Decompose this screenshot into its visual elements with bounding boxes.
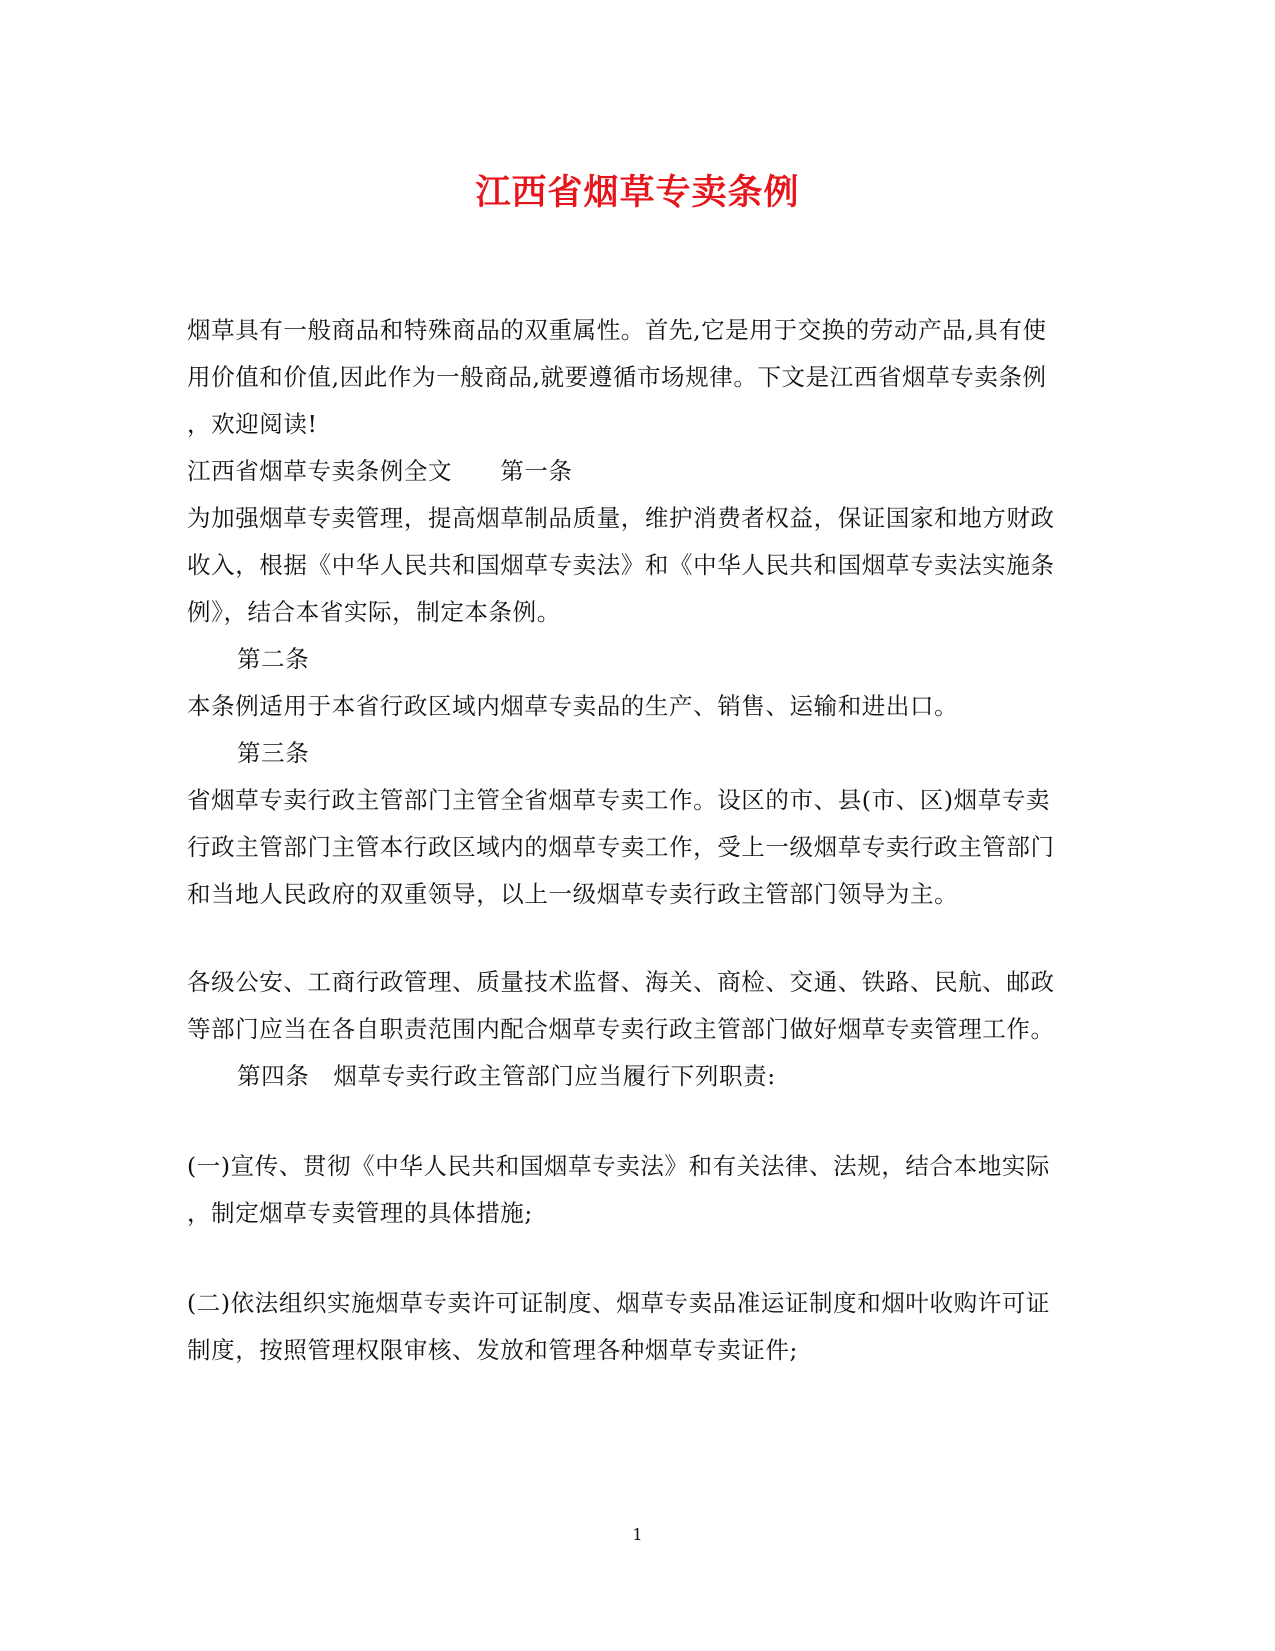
body-line: 省烟草专卖行政主管部门主管全省烟草专卖工作。设区的市、县(市、区)烟草专卖 bbox=[187, 786, 1051, 814]
article-heading: 第四条 烟草专卖行政主管部门应当履行下列职责: bbox=[237, 1062, 776, 1090]
article-heading: 第二条 bbox=[237, 645, 310, 673]
body-line: ，制定烟草专卖管理的具体措施; bbox=[187, 1199, 533, 1227]
body-line: 等部门应当在各自职责范围内配合烟草专卖行政主管部门做好烟草专卖管理工作。 bbox=[187, 1015, 1055, 1043]
body-line: 行政主管部门主管本行政区域内的烟草专卖工作，受上一级烟草专卖行政主管部门 bbox=[187, 833, 1055, 861]
body-line: (一)宣传、贯彻《中华人民共和国烟草专卖法》和有关法律、法规，结合本地实际 bbox=[187, 1152, 1051, 1180]
body-line: 用价值和价值,因此作为一般商品,就要遵循市场规律。下文是江西省烟草专卖条例 bbox=[187, 363, 1047, 391]
body-line: 为加强烟草专卖管理，提高烟草制品质量，维护消费者权益，保证国家和地方财政 bbox=[187, 504, 1055, 532]
body-line: 制度，按照管理权限审核、发放和管理各种烟草专卖证件; bbox=[187, 1336, 799, 1364]
page-number: 1 bbox=[632, 1525, 643, 1544]
body-line: 例》，结合本省实际，制定本条例。 bbox=[187, 598, 561, 626]
body-line: 收入，根据《中华人民共和国烟草专卖法》和《中华人民共和国烟草专卖法实施条 bbox=[187, 551, 1055, 579]
body-line: 本条例适用于本省行政区域内烟草专卖品的生产、销售、运输和进出口。 bbox=[187, 692, 959, 720]
body-line: 和当地人民政府的双重领导，以上一级烟草专卖行政主管部门领导为主。 bbox=[187, 880, 959, 908]
body-line: (二)依法组织实施烟草专卖许可证制度、烟草专卖品准运证制度和烟叶收购许可证 bbox=[187, 1289, 1051, 1317]
body-line: ，欢迎阅读! bbox=[187, 410, 318, 438]
body-line: 各级公安、工商行政管理、质量技术监督、海关、商检、交通、铁路、民航、邮政 bbox=[187, 968, 1055, 996]
body-line: 江西省烟草专卖条例全文 第一条 bbox=[187, 457, 573, 485]
article-heading: 第三条 bbox=[237, 739, 310, 767]
document-title: 江西省烟草专卖条例 bbox=[475, 172, 800, 213]
body-line: 烟草具有一般商品和特殊商品的双重属性。首先,它是用于交换的劳动产品,具有使 bbox=[187, 316, 1047, 344]
